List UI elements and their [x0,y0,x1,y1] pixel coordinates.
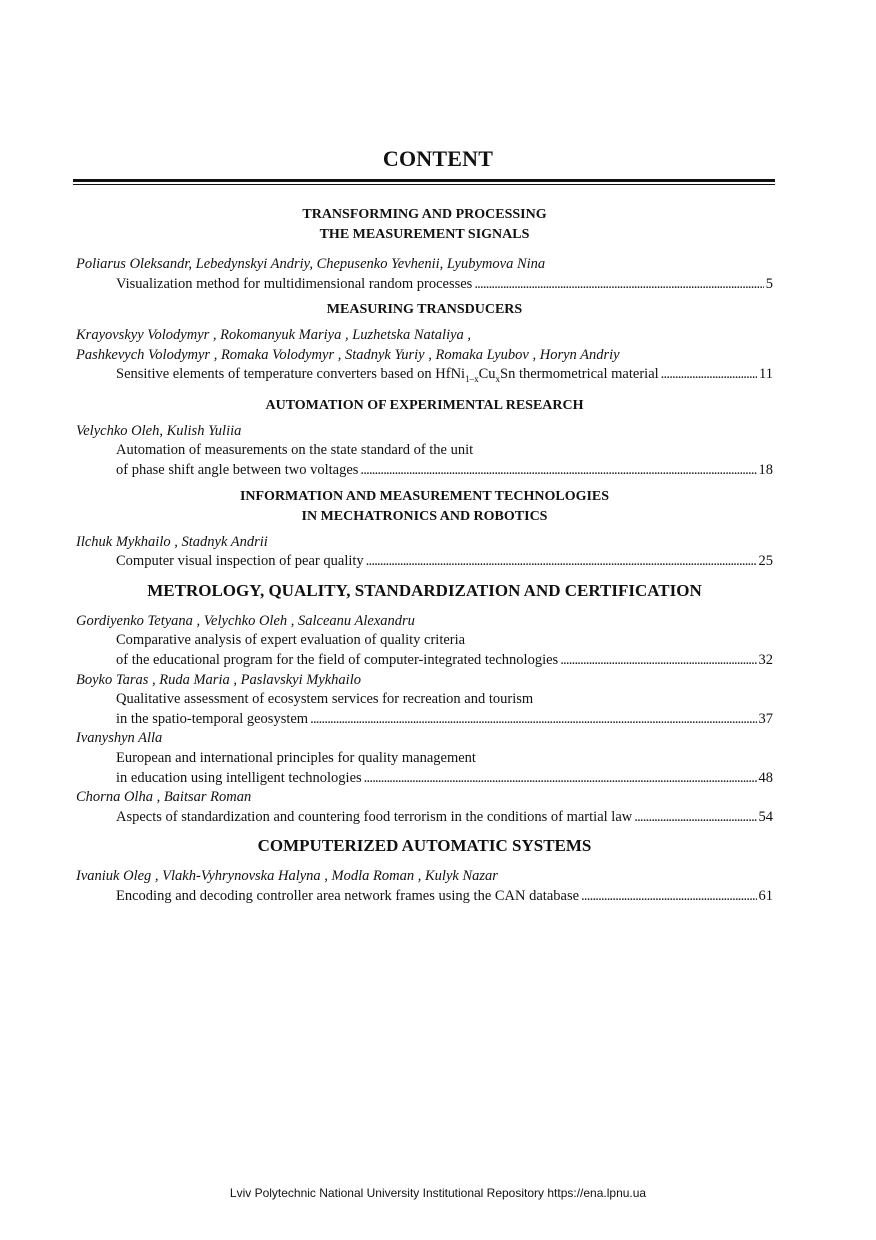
toc-entry [76,255,773,294]
section-heading [76,487,773,527]
entry-title-text [116,365,659,389]
dot-leader [360,461,756,481]
entry-title-row[interactable] [76,461,773,481]
title-rule-thin [73,184,775,185]
toc-entry [76,422,773,481]
section-heading-line: MEASURING TRANSDUCERS [326,302,523,318]
dot-leader [364,769,757,789]
entry-authors: Krayovskyy Volodymyr , Rokomanyuk Mariya , Luzhetska Nataliya , [76,327,472,344]
entry-authors: Chorna Olha , Baitsar Roman [76,789,252,806]
entry-title-line: Automation of measurements on the state standard of the unit [116,442,474,459]
entry-title-row[interactable] [76,808,773,828]
dot-leader [581,887,756,907]
toc-section [76,835,773,906]
entry-authors: Boyko Taras , Ruda Maria , Paslavskyi Mykhailo [76,671,361,688]
entry-title-text: of phase shift angle between two voltages [116,462,359,479]
section-heading [76,580,773,602]
entry-title-line: Qualitative assessment of ecosystem services for recreation and tourism [116,691,534,708]
repository-footer: Lviv Polytechnic National University Institutional Repository https://ena.lpnu.ua [229,1186,647,1200]
page-number: 25 [758,553,773,570]
entry-title-line: European and international principles for quality management [116,749,476,766]
entry-authors: Ilchuk Mykhailo , Stadnyk Andrii [76,533,268,550]
entry-title-line: Comparative analysis of expert evaluation of quality criteria [116,632,466,649]
page-number: 54 [758,808,773,825]
page-number: 18 [758,462,773,479]
formula-subscript: 1–x [465,374,479,385]
section-heading [76,835,773,857]
section-heading-line: COMPUTERIZED AUTOMATIC SYSTEMS [257,836,592,856]
toc-section [76,300,773,390]
entry-title-row[interactable] [76,552,773,572]
toc-entry [76,612,773,671]
toc-entry [76,533,773,572]
toc-section [76,205,773,294]
entry-title-row[interactable] [76,887,773,907]
table-of-contents [76,205,773,907]
page-number: 11 [759,366,773,383]
dot-leader [634,808,756,828]
entry-title-row[interactable] [76,275,773,295]
entry-title-text: of the educational program for the field of computer-integrated technologies [116,652,559,669]
entry-title-text: Aspects of standardization and countering food terrorism in the conditions of martial law [116,808,633,825]
page-number: 61 [758,887,773,904]
entry-authors: Gordiyenko Tetyana , Velychko Oleh , Salceanu Alexandru [76,612,415,629]
entry-title-part: Sensitive elements of temperature converters based on HfNi [116,366,466,383]
section-heading-line: AUTOMATION OF EXPERIMENTAL RESEARCH [265,397,584,413]
toc-section [76,487,773,572]
section-heading-line: INFORMATION AND MEASUREMENT TECHNOLOGIES [239,488,610,504]
section-heading [76,205,773,245]
formula-subscript: x [495,374,501,385]
entry-authors: Velychko Oleh, Kulish Yuliia [76,422,242,439]
entry-title-text: in education using intelligent technologies [116,769,362,786]
section-heading [76,396,773,416]
dot-leader [661,365,757,385]
title-rule-thick [73,179,775,182]
toc-section [76,580,773,828]
entry-title-text: Encoding and decoding controller area network frames using the CAN database [116,887,580,904]
section-heading-line: IN MECHATRONICS AND ROBOTICS [301,508,548,524]
entry-title-text: Visualization method for multidimensional random processes [116,275,473,292]
toc-entry [76,671,773,730]
toc-entry [76,788,773,827]
toc-entry [76,867,773,906]
section-heading [76,300,773,320]
entry-title-part: Sn thermometrical material [500,366,659,383]
toc-section [76,396,773,481]
page-title: CONTENT [382,146,494,171]
entry-title-text: in the spatio-temporal geosystem [116,710,309,727]
toc-entry [76,729,773,788]
entry-title-row[interactable] [76,769,773,789]
section-heading-line: METROLOGY, QUALITY, STANDARDIZATION AND CERTIFICATION [147,580,702,600]
entry-title-row[interactable] [76,365,773,389]
page-number: 48 [758,769,773,786]
entry-title-text: Computer visual inspection of pear quality [116,553,364,570]
dot-leader [366,552,757,572]
entry-authors: Ivanyshyn Alla [76,730,163,747]
entry-title-part: Cu [478,366,496,383]
section-heading-line: TRANSFORMING AND PROCESSING [302,207,547,222]
entry-authors: Poliarus Oleksandr, Lebedynskyi Andriy, Chepusenko Yevhenii, Lyubymova Nina [76,256,546,272]
entry-title-row[interactable] [76,710,773,730]
section-heading-line: THE MEASUREMENT SIGNALS [319,227,530,242]
dot-leader [310,710,756,730]
dot-leader [474,275,763,295]
dot-leader [560,651,756,671]
entry-authors: Pashkevych Volodymyr , Romaka Volodymyr , Stadnyk Yuriy , Romaka Lyubov , Horyn Andriy [76,346,620,363]
toc-entry [76,326,773,390]
entry-title-row[interactable] [76,651,773,671]
page-number: 32 [758,652,773,669]
page-number: 37 [758,710,773,727]
page-number: 5 [765,275,773,292]
entry-authors: Ivaniuk Oleg , Vlakh-Vyhrynovska Halyna , Modla Roman , Kulyk Nazar [76,868,498,885]
